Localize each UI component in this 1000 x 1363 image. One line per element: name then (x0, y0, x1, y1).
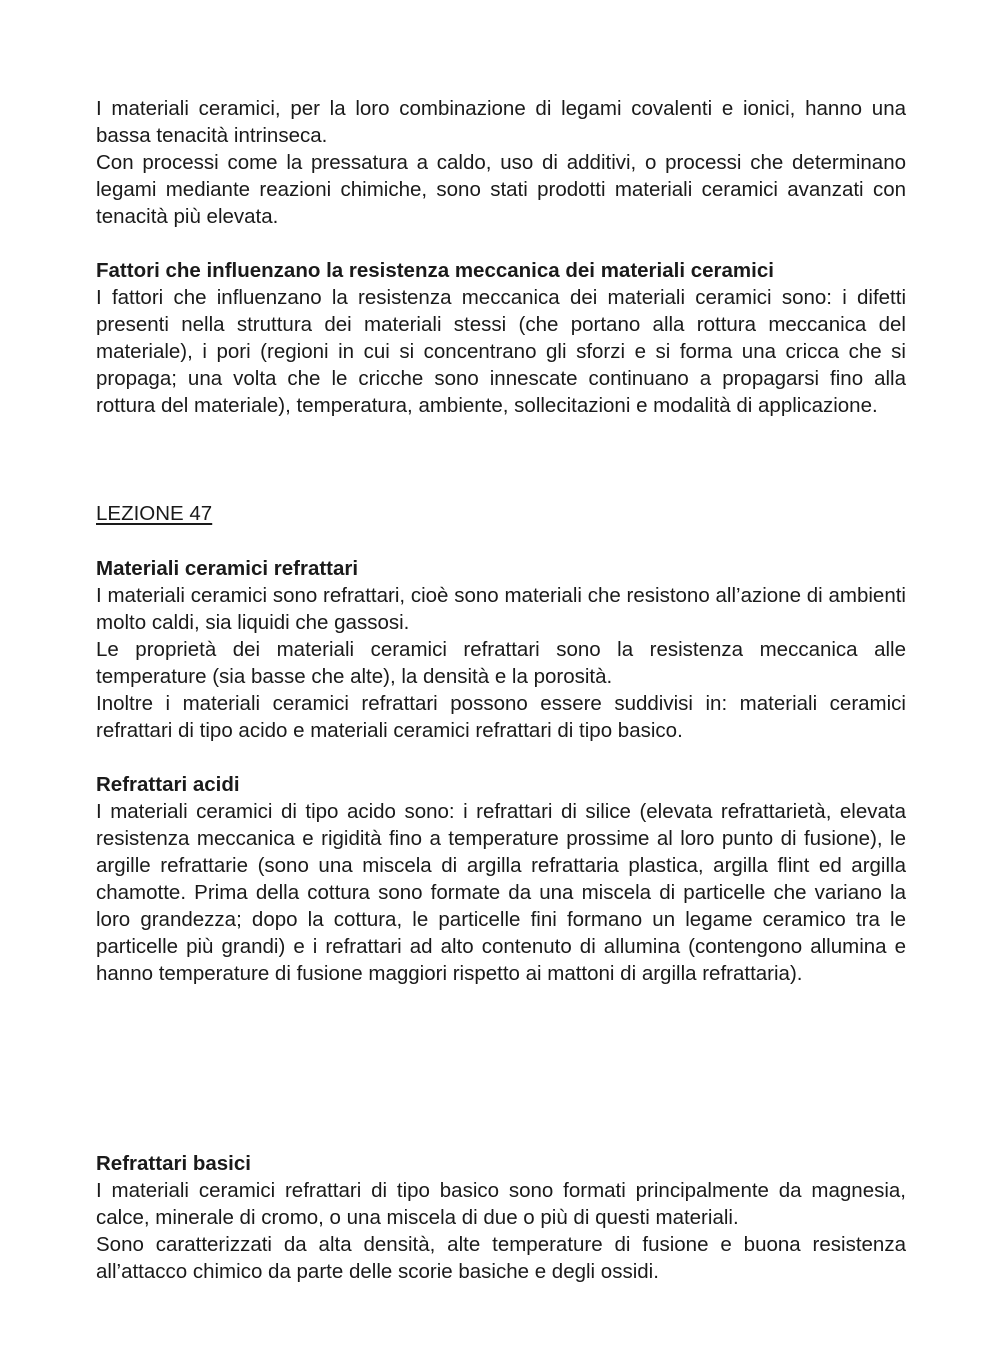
fattori-section (96, 257, 906, 419)
section-heading: Materiali ceramici refrattari (96, 557, 359, 580)
section-heading: Fattori che influenzano la resistenza meccanica dei materiali ceramici (96, 259, 774, 282)
paragraph: I fattori che influenzano la resistenza meccanica dei materiali ceramici sono: i difetti presenti nella struttura dei materiali stessi (che portano alla rottura meccanica del materiale), i pori (regioni in cui si concentrano gli sforzi e si forma una cricca che si propaga; una volta che le cricche sono innescate continuano a propagarsi fino alla rottura del materiale), temperatura, ambiente, sollecitazioni e modalità di applicazione. (96, 286, 906, 417)
paragraph: Sono caratterizzati da alta densità, alte temperature di fusione e buona resistenza all’attacco chimico da parte delle scorie basiche e degli ossidi. (96, 1233, 906, 1283)
acidi-section (96, 771, 906, 987)
section-heading: Refrattari basici (96, 1152, 251, 1175)
paragraph: I materiali ceramici refrattari di tipo basico sono formati principalmente da magnesia, calce, minerale di cromo, o una miscela di due o più di questi materiali. (96, 1179, 906, 1229)
intro-section (96, 95, 906, 230)
paragraph: I materiali ceramici, per la loro combinazione di legami covalenti e ionici, hanno una bassa tenacità intrinseca. (96, 97, 906, 147)
paragraph: Inoltre i materiali ceramici refrattari possono essere suddivisi in: materiali ceramici refrattari di tipo acido e materiali ceramici refrattari di tipo basico. (96, 692, 906, 742)
lesson-title-block (96, 500, 906, 527)
basici-section (96, 1150, 906, 1285)
paragraph: Le proprietà dei materiali ceramici refrattari sono la resistenza meccanica alle temperature (sia basse che alte), la densità e la porosità. (96, 638, 906, 688)
section-heading: Refrattari acidi (96, 773, 240, 796)
paragraph: I materiali ceramici di tipo acido sono: i refrattari di silice (elevata refrattarietà, elevata resistenza meccanica e rigidità fino a temperature prossime al loro punto di fusione), le argille refrattarie (sono una miscela di argilla refrattaria plastica, argilla flint ed argilla chamotte. Prima della cottura sono formate da una miscela di particelle che variano la loro grandezza; dopo la cottura, le particelle fini formano un legame ceramico tra le particelle più grandi) e i refrattari ad alto contenuto di allumina (contengono allumina e hanno temperature di fusione maggiori rispetto ai mattoni di argilla refrattaria). (96, 800, 906, 985)
paragraph: Con processi come la pressatura a caldo, uso di additivi, o processi che determinano legami mediante reazioni chimiche, sono stati prodotti materiali ceramici avanzati con tenacità più elevata. (96, 151, 906, 228)
paragraph: I materiali ceramici sono refrattari, cioè sono materiali che resistono all’azione di ambienti molto caldi, sia liquidi che gassosi. (96, 584, 906, 634)
lesson-title: LEZIONE 47 (96, 502, 213, 525)
refrattari-section (96, 555, 906, 744)
